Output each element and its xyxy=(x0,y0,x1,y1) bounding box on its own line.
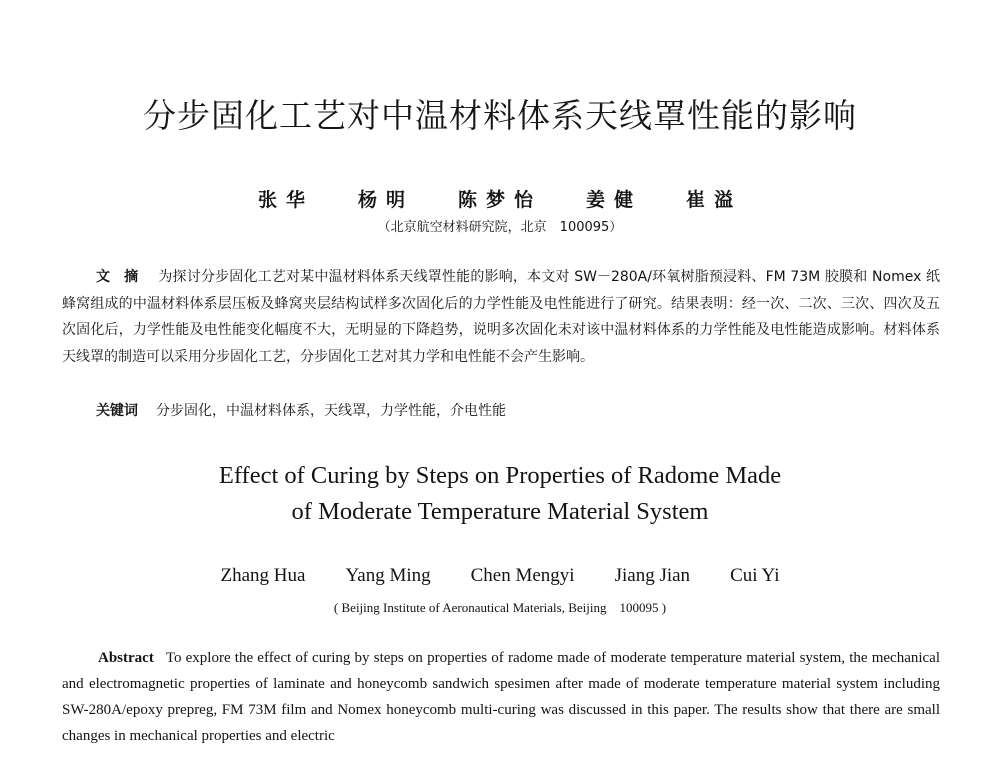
english-title-line-2: of Moderate Temperature Material System xyxy=(291,498,709,525)
chinese-author: 杨明 xyxy=(357,189,414,211)
english-title-line-1: Effect of Curing by Steps on Properties of Radome Made xyxy=(218,462,782,489)
chinese-author: 张华 xyxy=(257,189,314,211)
english-abstract-text: To explore the effect of curing by steps on properties of radome made of moderate temperature material system, the mechanical and electromagnetic properties of laminate and honeycomb sandwich spesimen after made of moderate temperature material system including SW-280A/epoxy prepreg, FM 73M film and Nomex honeycomb multi-curing was discussed in this paper. The results show that there are small changes in mechanical properties and electric xyxy=(62,650,940,744)
chinese-keywords-text: 分步固化，中温材料体系，天线罩，力学性能，介电性能 xyxy=(156,403,506,419)
english-author: Zhang Hua xyxy=(220,565,306,586)
chinese-author-list xyxy=(0,185,1000,212)
english-abstract-label: Abstract xyxy=(98,650,154,666)
english-affiliation: ( Beijing Institute of Aeronautical Materials, Beijing 100095 ) xyxy=(333,600,667,615)
chinese-affiliation: （北京航空材料研究院，北京 100095） xyxy=(377,220,623,235)
chinese-abstract xyxy=(62,264,940,370)
english-abstract xyxy=(62,645,940,749)
english-author: Yang Ming xyxy=(345,565,431,586)
chinese-keywords xyxy=(96,400,506,420)
chinese-author: 崔溢 xyxy=(686,189,743,211)
english-author: Chen Mengyi xyxy=(470,565,575,586)
english-author: Jiang Jian xyxy=(614,565,691,586)
chinese-abstract-label: 文摘 xyxy=(96,269,153,285)
english-author-list xyxy=(0,565,1000,587)
chinese-author: 姜健 xyxy=(586,189,643,211)
chinese-title: 分步固化工艺对中温材料体系天线罩性能的影响 xyxy=(143,96,857,135)
english-title xyxy=(0,458,1000,530)
chinese-author: 陈梦怡 xyxy=(457,189,542,211)
english-author: Cui Yi xyxy=(730,565,780,586)
chinese-keywords-label: 关键词 xyxy=(96,403,138,419)
chinese-abstract-text: 为探讨分步固化工艺对某中温材料体系天线罩性能的影响，本文对 SW－280A/环氧树脂预浸料、FM 73M 胶膜和 Nomex 纸蜂窝组成的中温材料体系层压板及蜂窝夹层结构试样多次固化后的力学性能及电性能进行了研究。结果表明：经一次、二次、三次、四次及五次固化后，力学性能及电性能变化幅度不大，无明显的下降趋势，说明多次固化未对该中温材料体系的力学性能及电性能造成影响。材料体系天线罩的制造可以采用分步固化工艺，分步固化工艺对其力学和电性能不会产生影响。 xyxy=(62,269,941,365)
